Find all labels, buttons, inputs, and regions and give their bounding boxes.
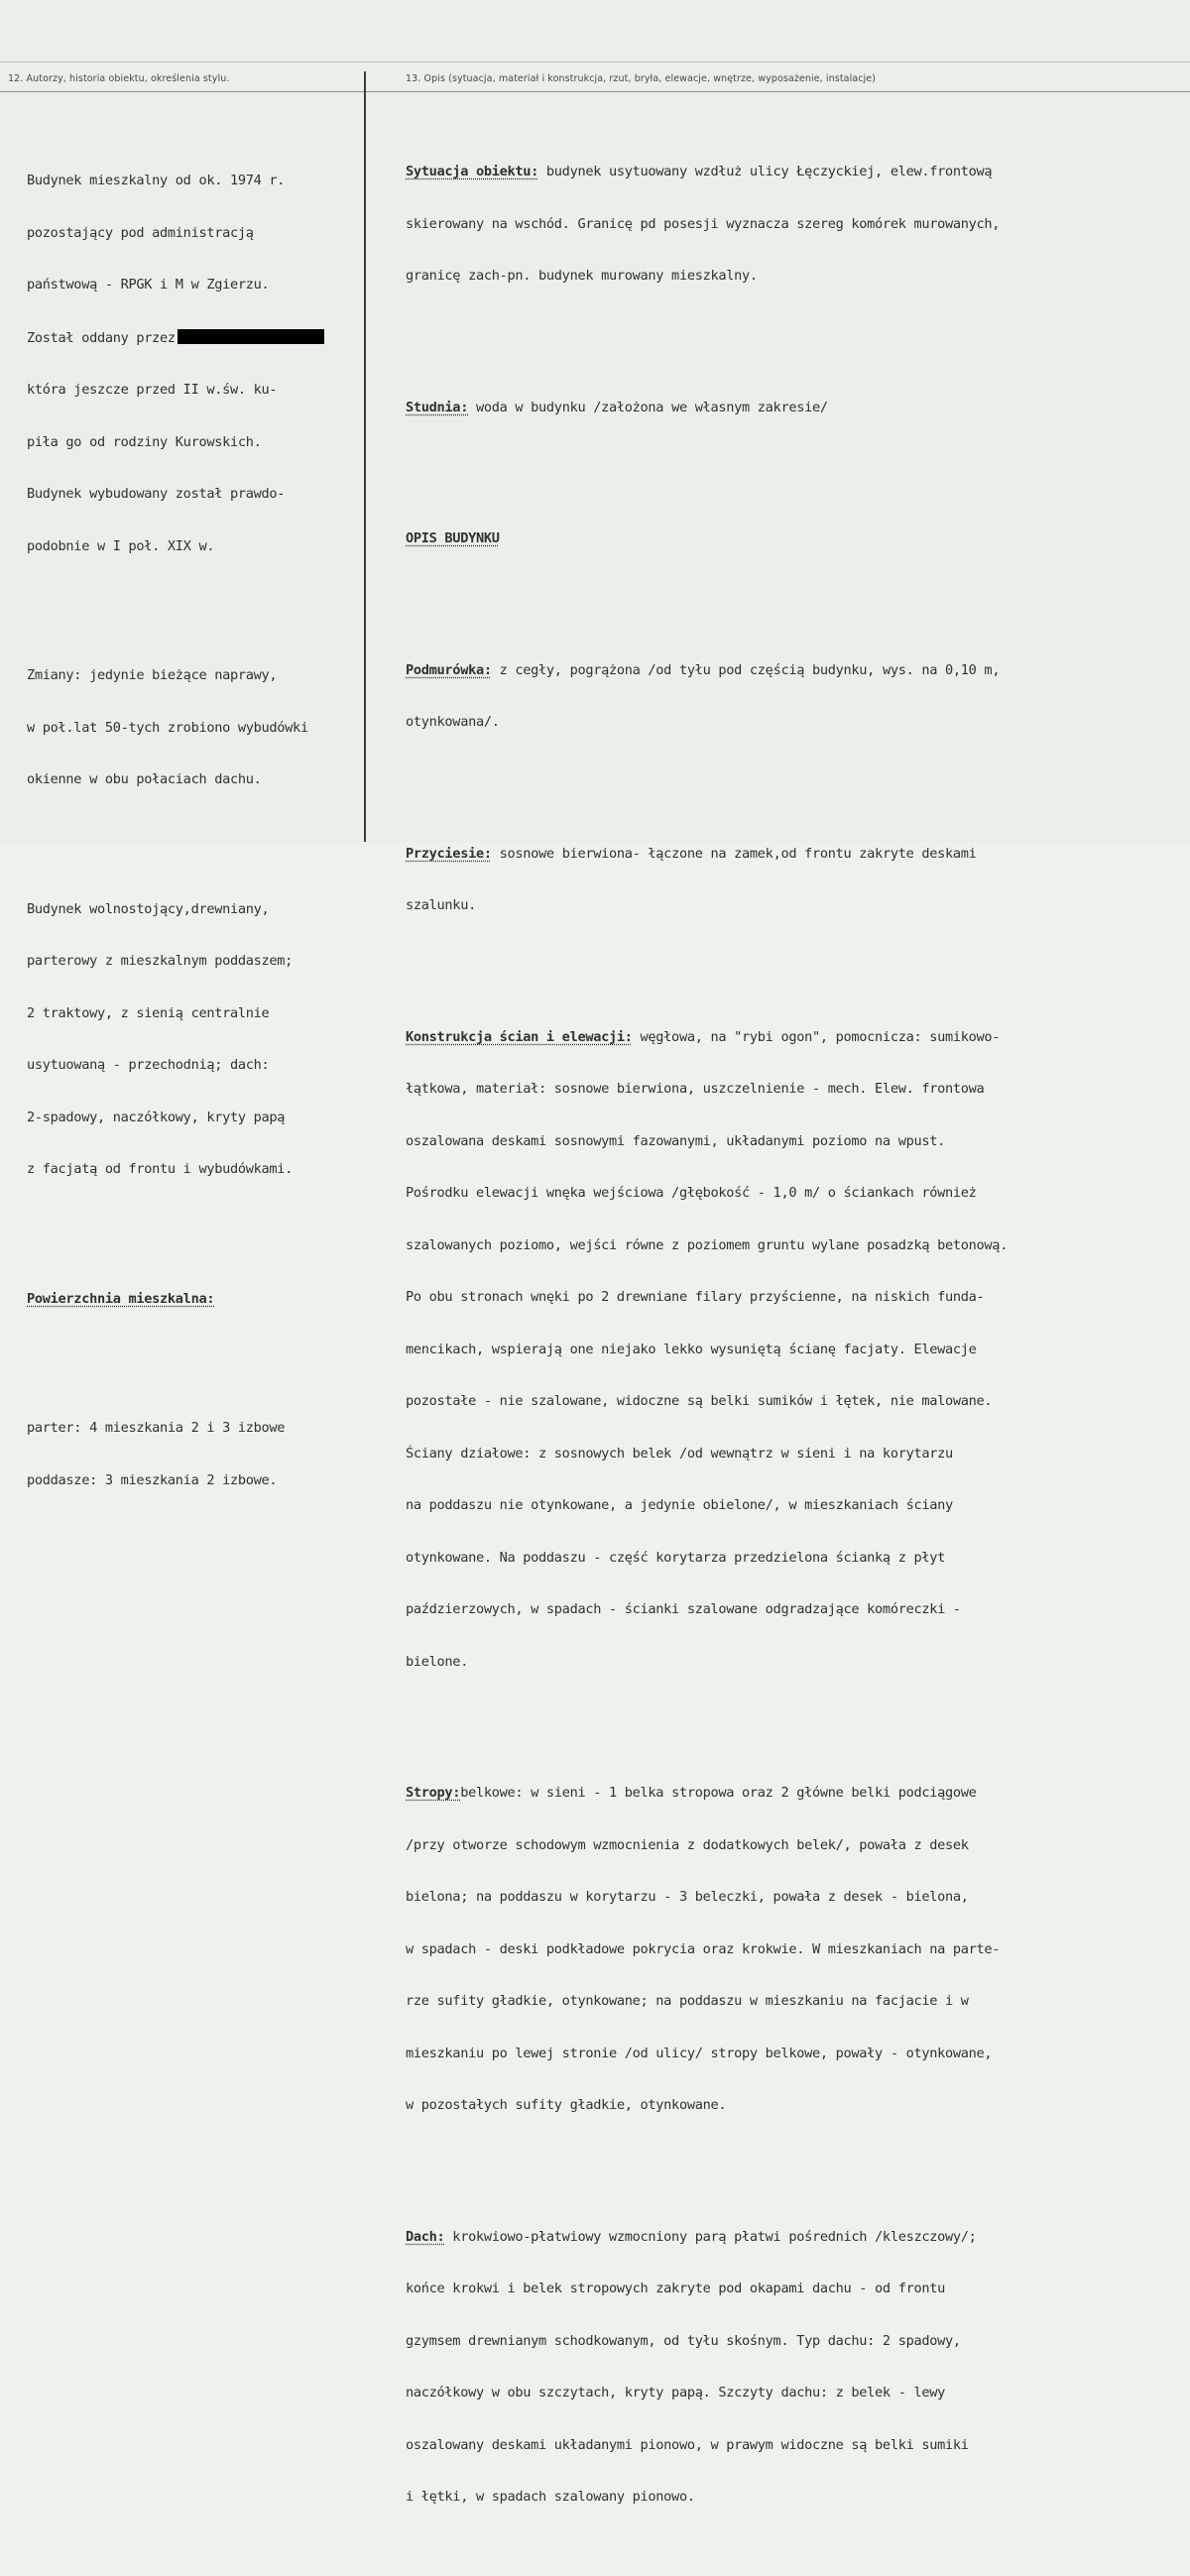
walls-section bbox=[406, 995, 1179, 1706]
column-divider bbox=[364, 71, 366, 842]
text-line: 2-spadowy, naczółkowy, kryty papą bbox=[27, 1109, 286, 1125]
text-line: skierowany na wschód. Granicę pd posesji wyznacza szereg komórek murowanych, bbox=[406, 215, 1001, 232]
well-section bbox=[406, 365, 1179, 452]
text-line: Zmiany: jedynie bieżące naprawy, bbox=[27, 667, 278, 683]
text-line bbox=[27, 329, 360, 348]
text-fragment: Został oddany przez bbox=[27, 329, 176, 346]
foundation-section bbox=[406, 628, 1179, 766]
section-heading: Dach: bbox=[406, 2228, 445, 2245]
text-line: otynkowane. Na poddaszu - część korytarza przedzielona ścianką z płyt bbox=[406, 1549, 946, 1566]
text-line: Budynek wybudowany został prawdo- bbox=[27, 486, 286, 502]
section-heading: Podmurówka: bbox=[406, 661, 492, 678]
section-12-header: 12. Autorzy, historia obiektu, określenia stylu. bbox=[8, 73, 230, 84]
text-line: usytuowaną - przechodnią; dach: bbox=[27, 1057, 270, 1073]
text-line: Budynek wolnostojący,drewniany, bbox=[27, 900, 270, 917]
site-section bbox=[406, 129, 1179, 320]
building-paragraph bbox=[27, 867, 360, 1214]
text-line: mieszkaniu po lewej stronie /od ulicy/ stropy belkowe, powały - otynkowane, bbox=[406, 2045, 993, 2061]
text-line bbox=[406, 164, 1179, 181]
text-line: Pośrodku elewacji wnęka wejściowa /głębokość - 1,0 m/ o ściankach również bbox=[406, 1185, 977, 1201]
history-paragraph bbox=[27, 138, 360, 590]
text-line bbox=[406, 662, 1179, 680]
text-line: Ściany działowe: z sosnowych belek /od wewnątrz w sieni i na korytarzu bbox=[406, 1445, 953, 1462]
text-line bbox=[406, 1785, 1179, 1803]
text-fragment: budynek usytuowany wzdłuż ulicy Łęczyckiej, elew.frontową bbox=[538, 164, 993, 179]
text-line: i łętki, w spadach szalowany pionowo. bbox=[406, 2489, 695, 2505]
text-line: podobnie w I poł. XIX w. bbox=[27, 537, 215, 554]
text-line: oszalowana deskami sosnowymi fazowanymi, układanymi poziomo na wpust. bbox=[406, 1132, 946, 1149]
text-fragment: krokwiowo-płatwiowy wzmocniony parą płatwi pośrednich /kleszczowy/; bbox=[444, 2228, 977, 2245]
text-line: rze sufity gładkie, otynkowane; na poddaszu w mieszkaniu na facjacie i w bbox=[406, 1993, 969, 2009]
text-line: państwową - RPGK i M w Zgierzu. bbox=[27, 277, 270, 293]
text-line: oszalowany deskami układanymi pionowo, w prawym widoczne są belki sumiki bbox=[406, 2436, 969, 2453]
section-heading: Przyciesie: bbox=[406, 845, 492, 862]
text-line: szalunku. bbox=[406, 897, 476, 913]
sill-section bbox=[406, 811, 1179, 950]
text-line: granicę zach-pn. budynek murowany mieszkalny. bbox=[406, 268, 758, 284]
living-area-heading bbox=[27, 1256, 360, 1344]
text-line: w poł.lat 50-tych zrobiono wybudówki bbox=[27, 719, 308, 736]
text-fragment: sosnowe bierwiona- łączone na zamek,od frontu zakryte deskami bbox=[491, 845, 977, 862]
text-line: bielona; na poddaszu w korytarzu - 3 beleczki, powała z desek - bielona, bbox=[406, 1889, 969, 1905]
ceilings-section bbox=[406, 1750, 1179, 2150]
text-line: w pozostałych sufity gładkie, otynkowane. bbox=[406, 2097, 727, 2113]
text-fragment: węgłowa, na "rybi ogon", pomocnicza: sumikowo- bbox=[632, 1028, 1001, 1045]
text-line: w spadach - deski podkładowe pokrycia oraz krokwie. W mieszkaniach na parte- bbox=[406, 1940, 1001, 1957]
text-line: bielone. bbox=[406, 1653, 469, 1670]
redaction-bar bbox=[178, 329, 324, 344]
text-line: Po obu stronach wnęki po 2 drewniane filary przyściennе, na niskich funda- bbox=[406, 1289, 985, 1305]
section-heading: Konstrukcja ścian i elewacji: bbox=[406, 1028, 633, 1045]
text-line: z facjatą od frontu i wybudówkami. bbox=[27, 1161, 294, 1177]
text-line: parter: 4 mieszkania 2 i 3 izbowe bbox=[27, 1420, 286, 1436]
section-heading: Stropy: bbox=[406, 1785, 461, 1801]
building-description-heading bbox=[406, 496, 1179, 583]
text-line: końce krokwi i belek stropowych zakryte pod okapami dachu - od frontu bbox=[406, 2281, 946, 2296]
text-line: Budynek mieszkalny od ok. 1974 r. bbox=[27, 173, 286, 188]
section-13-header: 13. Opis (sytuacja, materiał i konstrukcja, rzut, bryła, elewacje, wnętrze, wyposażenie, instalacje) bbox=[406, 73, 877, 84]
section-heading: Sytuacja obiektu: bbox=[406, 164, 539, 179]
text-line: mencikach, wspierają one niejako lekko wysuniętą ścianę facjaty. Elewacje bbox=[406, 1341, 977, 1357]
history-column bbox=[27, 103, 360, 1559]
text-line bbox=[406, 2229, 1179, 2247]
top-rule bbox=[0, 61, 1190, 62]
text-line: pozostałe - nie szalowane, widoczne są belki sumików i łętek, nie malowane. bbox=[406, 1393, 993, 1409]
text-line: na poddaszu nie otynkowane, a jedynie obielone/, w mieszkaniach ściany bbox=[406, 1497, 953, 1513]
text-fragment: woda w budynku /założona we własnym zakresie/ bbox=[468, 399, 828, 415]
roof-section bbox=[406, 2194, 1179, 2541]
text-line bbox=[406, 400, 1179, 417]
text-line: naczółkowy w obu szczytach, kryty papą. Szczyty dachu: z belek - lewy bbox=[406, 2385, 946, 2400]
text-line: która jeszcze przed II w.św. ku- bbox=[27, 382, 278, 398]
text-line bbox=[406, 846, 1179, 864]
header-rule bbox=[0, 91, 1190, 92]
text-line: paździerzowych, w spadach - ścianki szalowane odgradzające komóreczki - bbox=[406, 1601, 961, 1617]
text-line: gzymsem drewnianym schodkowanym, od tyłu skośnym. Typ dachu: 2 spadowy, bbox=[406, 2332, 961, 2349]
text-line: otynkowana/. bbox=[406, 714, 500, 730]
text-line: łątkowa, materiał: sosnowe bierwiona, uszczelnienie - mech. Elew. frontowa bbox=[406, 1081, 985, 1097]
text-line: piła go od rodziny Kurowskich. bbox=[27, 433, 262, 450]
text-line: pozostający pod administracją bbox=[27, 224, 254, 241]
section-heading: OPIS BUDYNKU bbox=[406, 530, 500, 546]
text-line: szalowanych poziomo, wejści równe z poziomem gruntu wylane posadzką betonową. bbox=[406, 1236, 1009, 1253]
text-line: /przy otworze schodowym wzmocnienia z dodatkowych belek/, powała z desek bbox=[406, 1836, 969, 1853]
living-area-paragraph bbox=[27, 1385, 360, 1524]
changes-paragraph bbox=[27, 633, 360, 824]
text-line: parterowy z mieszkalnym poddaszem; bbox=[27, 953, 294, 969]
text-line: poddasze: 3 mieszkania 2 izbowe. bbox=[27, 1471, 278, 1488]
text-line: okienne w obu połaciach dachu. bbox=[27, 771, 262, 787]
text-line: 2 traktowy, z sienią centralnie bbox=[27, 1004, 270, 1021]
description-column bbox=[406, 94, 1179, 2576]
section-heading: Studnia: bbox=[406, 399, 469, 415]
text-line bbox=[406, 1029, 1179, 1047]
section-heading: Powierzchnia mieszkalna: bbox=[27, 1290, 215, 1307]
text-fragment: belkowe: w sieni - 1 belka stropowa oraz 2 główne belki podciągowe bbox=[460, 1785, 977, 1801]
text-fragment: z cegły, pogrążona /od tyłu pod częścią budynku, wys. na 0,10 m, bbox=[491, 661, 1001, 678]
